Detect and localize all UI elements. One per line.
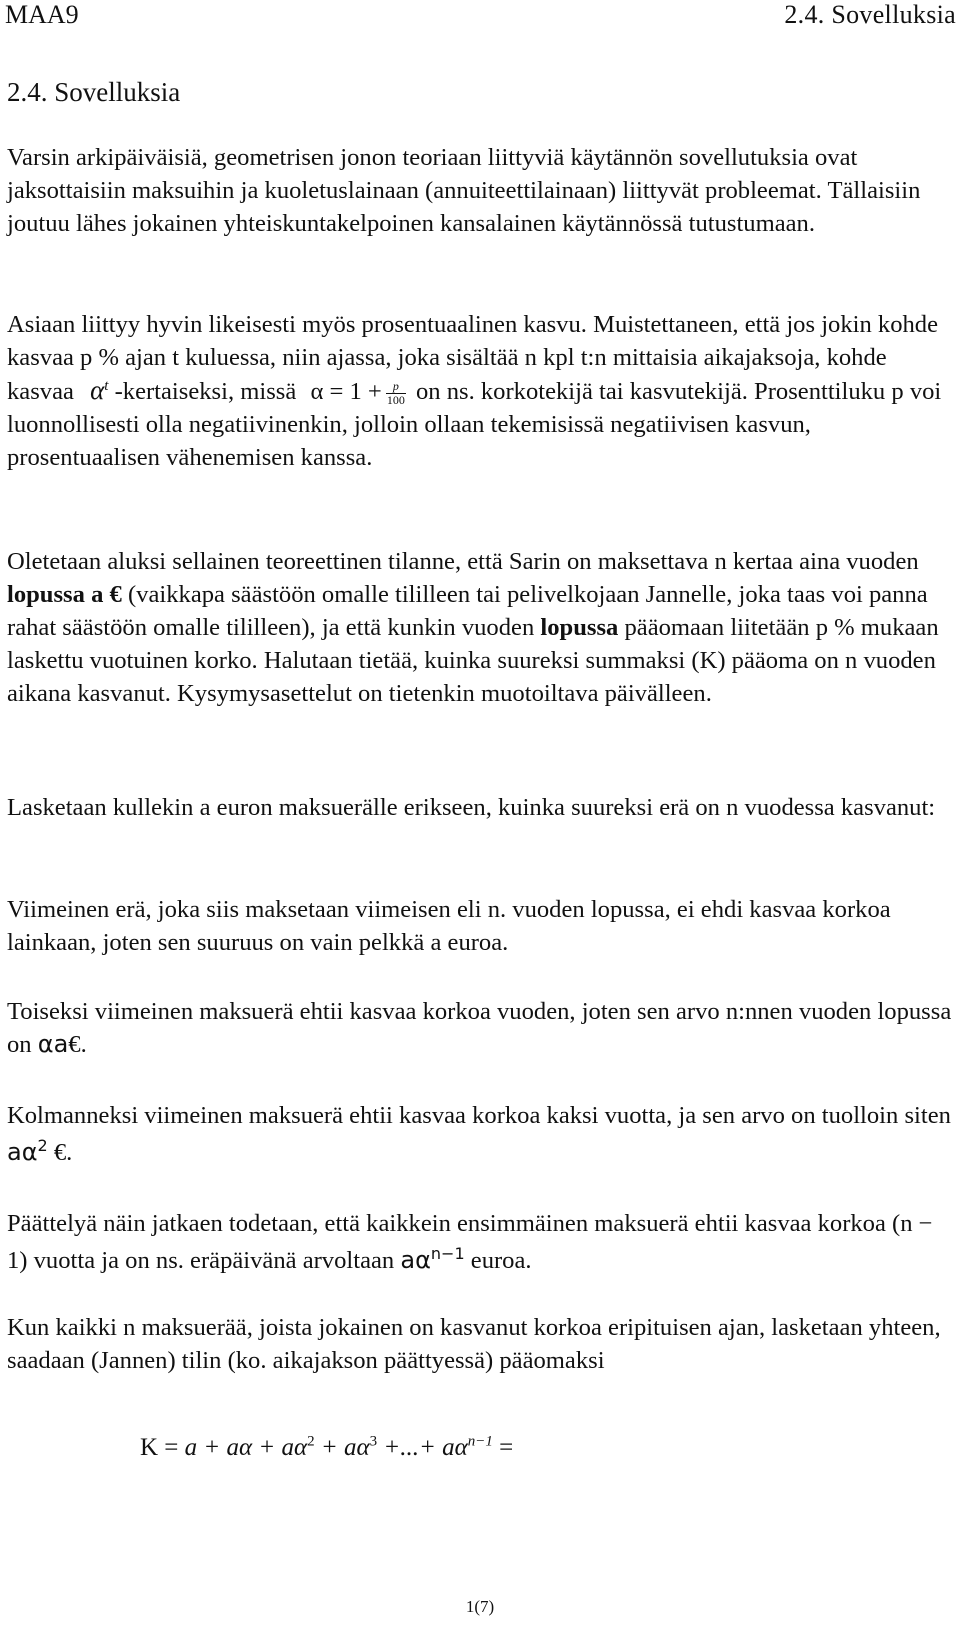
paragraph-first-payment-text: Päättelyä näin jatkaen todetaan, että kaikkein ensimmäinen maksuerä ehtii kasvaa korkoa (n − 1) vuotta ja on ns. eräpäivänä arvoltaan [7, 1210, 933, 1274]
formula-exp-3: n−1 [467, 1433, 493, 1450]
a-alpha-squared-term: aα [7, 1138, 38, 1166]
paragraph-setup-bold-2: lopussa [540, 614, 619, 641]
section-title: 2.4. Sovelluksia [7, 77, 181, 107]
header-course-code: MAA9 [5, 0, 79, 29]
fraction-denominator: 100 [386, 392, 405, 407]
formula-term-2: + aα [320, 1434, 370, 1461]
paragraph-third-last-euro: €. [53, 1139, 73, 1166]
alpha-symbol: α [90, 375, 105, 405]
paragraph-second-last-text: Toiseksi viimeinen maksuerä ehtii kasvaa korkoa vuoden, joten sen arvo n:nnen vuoden lopussa on [7, 998, 952, 1058]
paragraph-intro [7, 141, 957, 240]
paragraph-calculation-text: Lasketaan kullekin a euron maksuerälle erikseen, kuinka suureksi erä on n vuodessa kasvanut: [7, 794, 936, 821]
percent-fraction [386, 380, 406, 407]
a-alpha-n-minus-1-term: aα [400, 1246, 431, 1274]
paragraph-setup-text-a: Oletetaan aluksi sellainen teoreettinen tilanne, että Sarin on maksettava n kertaa aina vuoden [7, 548, 919, 575]
paragraph-sum [7, 1311, 957, 1377]
paragraph-third-last [7, 1097, 957, 1171]
paragraph-growth-text-c: on ns. korkotekijä tai kasvutekijä. Prosenttiluku p voi luonnollisesti olla negatiivinenkin, jolloin ollaan tekemisissä negatiivisen kasvun, prosentuaalisen vähenemisen kanssa. [7, 378, 942, 471]
sum-formula [140, 1428, 513, 1468]
formula-equals: = [499, 1434, 514, 1461]
paragraph-growth-text-b: -kertaiseksi, missä [114, 378, 297, 405]
paragraph-second-last [7, 995, 957, 1061]
growth-factor-equation: α = 1 + [310, 378, 382, 405]
paragraph-second-last-euro: €. [68, 1031, 87, 1058]
formula-exp-2: 3 [369, 1433, 378, 1450]
formula-term-1: a + aα + aα [184, 1434, 308, 1461]
paragraph-growth-text-a: Asiaan liittyy hyvin likeisesti myös prosentuaalinen kasvu. Muistettaneen, että jos jokin kohde kasvaa p % ajan t kuluessa, niin ajassa, joka sisältää n kpl t:n mittaisia aikajaksoja, kohde kasvaa [7, 311, 938, 405]
header-section: 2.4. Sovelluksia [784, 0, 956, 29]
formula-term-3: +...+ aα [383, 1434, 468, 1461]
paragraph-last-payment [7, 893, 957, 959]
paragraph-first-payment [7, 1205, 957, 1279]
page-number: 1(7) [465, 1597, 495, 1616]
paragraph-setup-text-c: pääomaan liitetään p % mukaan laskettu vuotuinen korko. Halutaan tietää, kuinka suureksi summaksi (K) pääoma on n vuoden aikana kasvanut. Kysymysasettelut on tietenkin muotoiltava päivälleen. [7, 614, 939, 707]
paragraph-calculation [7, 791, 957, 824]
paragraph-growth [7, 308, 957, 474]
alpha-exponent: t [104, 377, 109, 394]
paragraph-first-payment-euro: euroa. [470, 1247, 532, 1274]
squared-exponent: 2 [37, 1135, 48, 1155]
n-minus-1-exponent: n−1 [430, 1243, 465, 1263]
paragraph-sum-text: Kun kaikki n maksuerää, joista jokainen on kasvanut korkoa eripituisen ajan, lasketaan yhteen, saadaan (Jannen) tilin (ko. aikajakson päättyessä) pääomaksi [7, 1314, 941, 1374]
fraction-numerator: p [392, 378, 399, 393]
alpha-a-term: αa [37, 1030, 69, 1058]
paragraph-intro-text: Varsin arkipäiväisiä, geometrisen jonon teoriaan liittyviä käytännön sovellutuksia ovat jaksottaisiin maksuihin ja kuoletuslainaan (annuiteettilainaan) liittyvät probleemat. Tällaisiin joutuu lähes jokainen yhteiskuntakelpoinen kansalainen käytännössä tutustumaan. [7, 144, 921, 237]
formula-exp-1: 2 [307, 1433, 315, 1450]
paragraph-setup-bold-1: lopussa a € [7, 581, 122, 608]
paragraph-third-last-text: Kolmanneksi viimeinen maksuerä ehtii kasvaa korkoa kaksi vuotta, ja sen arvo on tuolloin siten [7, 1102, 951, 1129]
paragraph-setup [7, 545, 957, 710]
paragraph-last-payment-text: Viimeinen erä, joka siis maksetaan viimeisen eli n. vuoden lopussa, ei ehdi kasvaa korkoa lainkaan, joten sen suuruus on vain pelkkä a euroa. [7, 896, 891, 956]
formula-k: K = [140, 1434, 179, 1461]
paragraph-setup-text-b: (vaikkapa säästöön omalle tililleen tai pelivelkojaan Jannelle, joka taas voi panna rahat säästöön omalle tililleen), ja että kunkin vuoden [7, 581, 928, 641]
